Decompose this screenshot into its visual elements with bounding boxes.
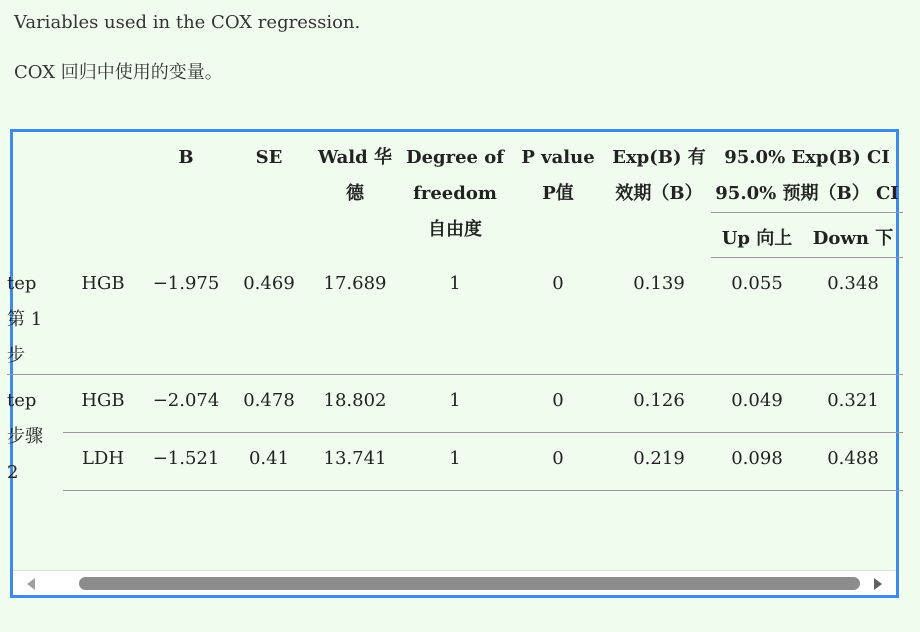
cell-df: 1: [401, 258, 509, 375]
cell-expb: 0.219: [607, 432, 711, 490]
cell-wald: 13.741: [309, 432, 401, 490]
header-ci: 95.0% Exp(B) CI 95.0% 预期（B） CI: [711, 132, 903, 213]
table-row: [7, 258, 903, 375]
caption-english: Variables used in the COX regression.: [14, 12, 361, 33]
cell-b: −1.975: [143, 258, 229, 375]
cell-p: 0: [509, 374, 607, 432]
cell-expb: 0.126: [607, 374, 711, 432]
header-expb: Exp(B) 有效期（B）: [612, 147, 706, 204]
scrollbar-thumb[interactable]: [79, 577, 860, 590]
header-variable: [63, 132, 143, 258]
cell-variable: HGB: [63, 374, 143, 432]
scroll-left-arrow-icon[interactable]: [27, 578, 35, 590]
cell-se: 0.41: [229, 432, 309, 490]
table-row: [7, 374, 903, 432]
horizontal-scrollbar[interactable]: [13, 570, 896, 595]
header-df: Degree of freedom 自由度: [405, 147, 505, 240]
cell-p: 0: [509, 258, 607, 375]
header-se: SE: [255, 147, 283, 168]
table-scroll-container[interactable]: [7, 129, 899, 598]
header-wald: Wald 华德: [317, 147, 392, 204]
header-b: B: [178, 147, 194, 168]
cell-se: 0.469: [229, 258, 309, 375]
cell-ci-up: 0.055: [711, 258, 803, 375]
scroll-right-arrow-icon[interactable]: [874, 578, 882, 590]
table-viewport: [7, 132, 899, 571]
cell-ci-up: 0.098: [711, 432, 803, 490]
cell-wald: 18.802: [309, 374, 401, 432]
cox-variables-table: [7, 132, 903, 491]
header-ci-down: Down 下: [803, 213, 903, 258]
cell-variable: HGB: [63, 258, 143, 375]
cell-ci-down: 0.321: [803, 374, 903, 432]
cell-wald: 17.689: [309, 258, 401, 375]
cell-variable: LDH: [63, 432, 143, 490]
cell-b: −1.521: [143, 432, 229, 490]
header-step: [7, 132, 63, 258]
cell-expb: 0.139: [607, 258, 711, 375]
header-ci-up: Up 向上: [711, 213, 803, 258]
cell-step: tep 步骤 2: [7, 389, 43, 483]
cell-se: 0.478: [229, 374, 309, 432]
cell-ci-up: 0.049: [711, 374, 803, 432]
cell-b: −2.074: [143, 374, 229, 432]
header-p: P value P值: [521, 147, 595, 204]
cell-step: tep 第 1 步: [7, 258, 63, 375]
cell-df: 1: [401, 374, 509, 432]
cell-p: 0: [509, 432, 607, 490]
table-row: [7, 432, 903, 490]
caption-chinese: COX 回归中使用的变量。: [14, 62, 223, 83]
cell-df: 1: [401, 432, 509, 490]
cell-ci-down: 0.348: [803, 258, 903, 375]
cell-ci-down: 0.488: [803, 432, 903, 490]
